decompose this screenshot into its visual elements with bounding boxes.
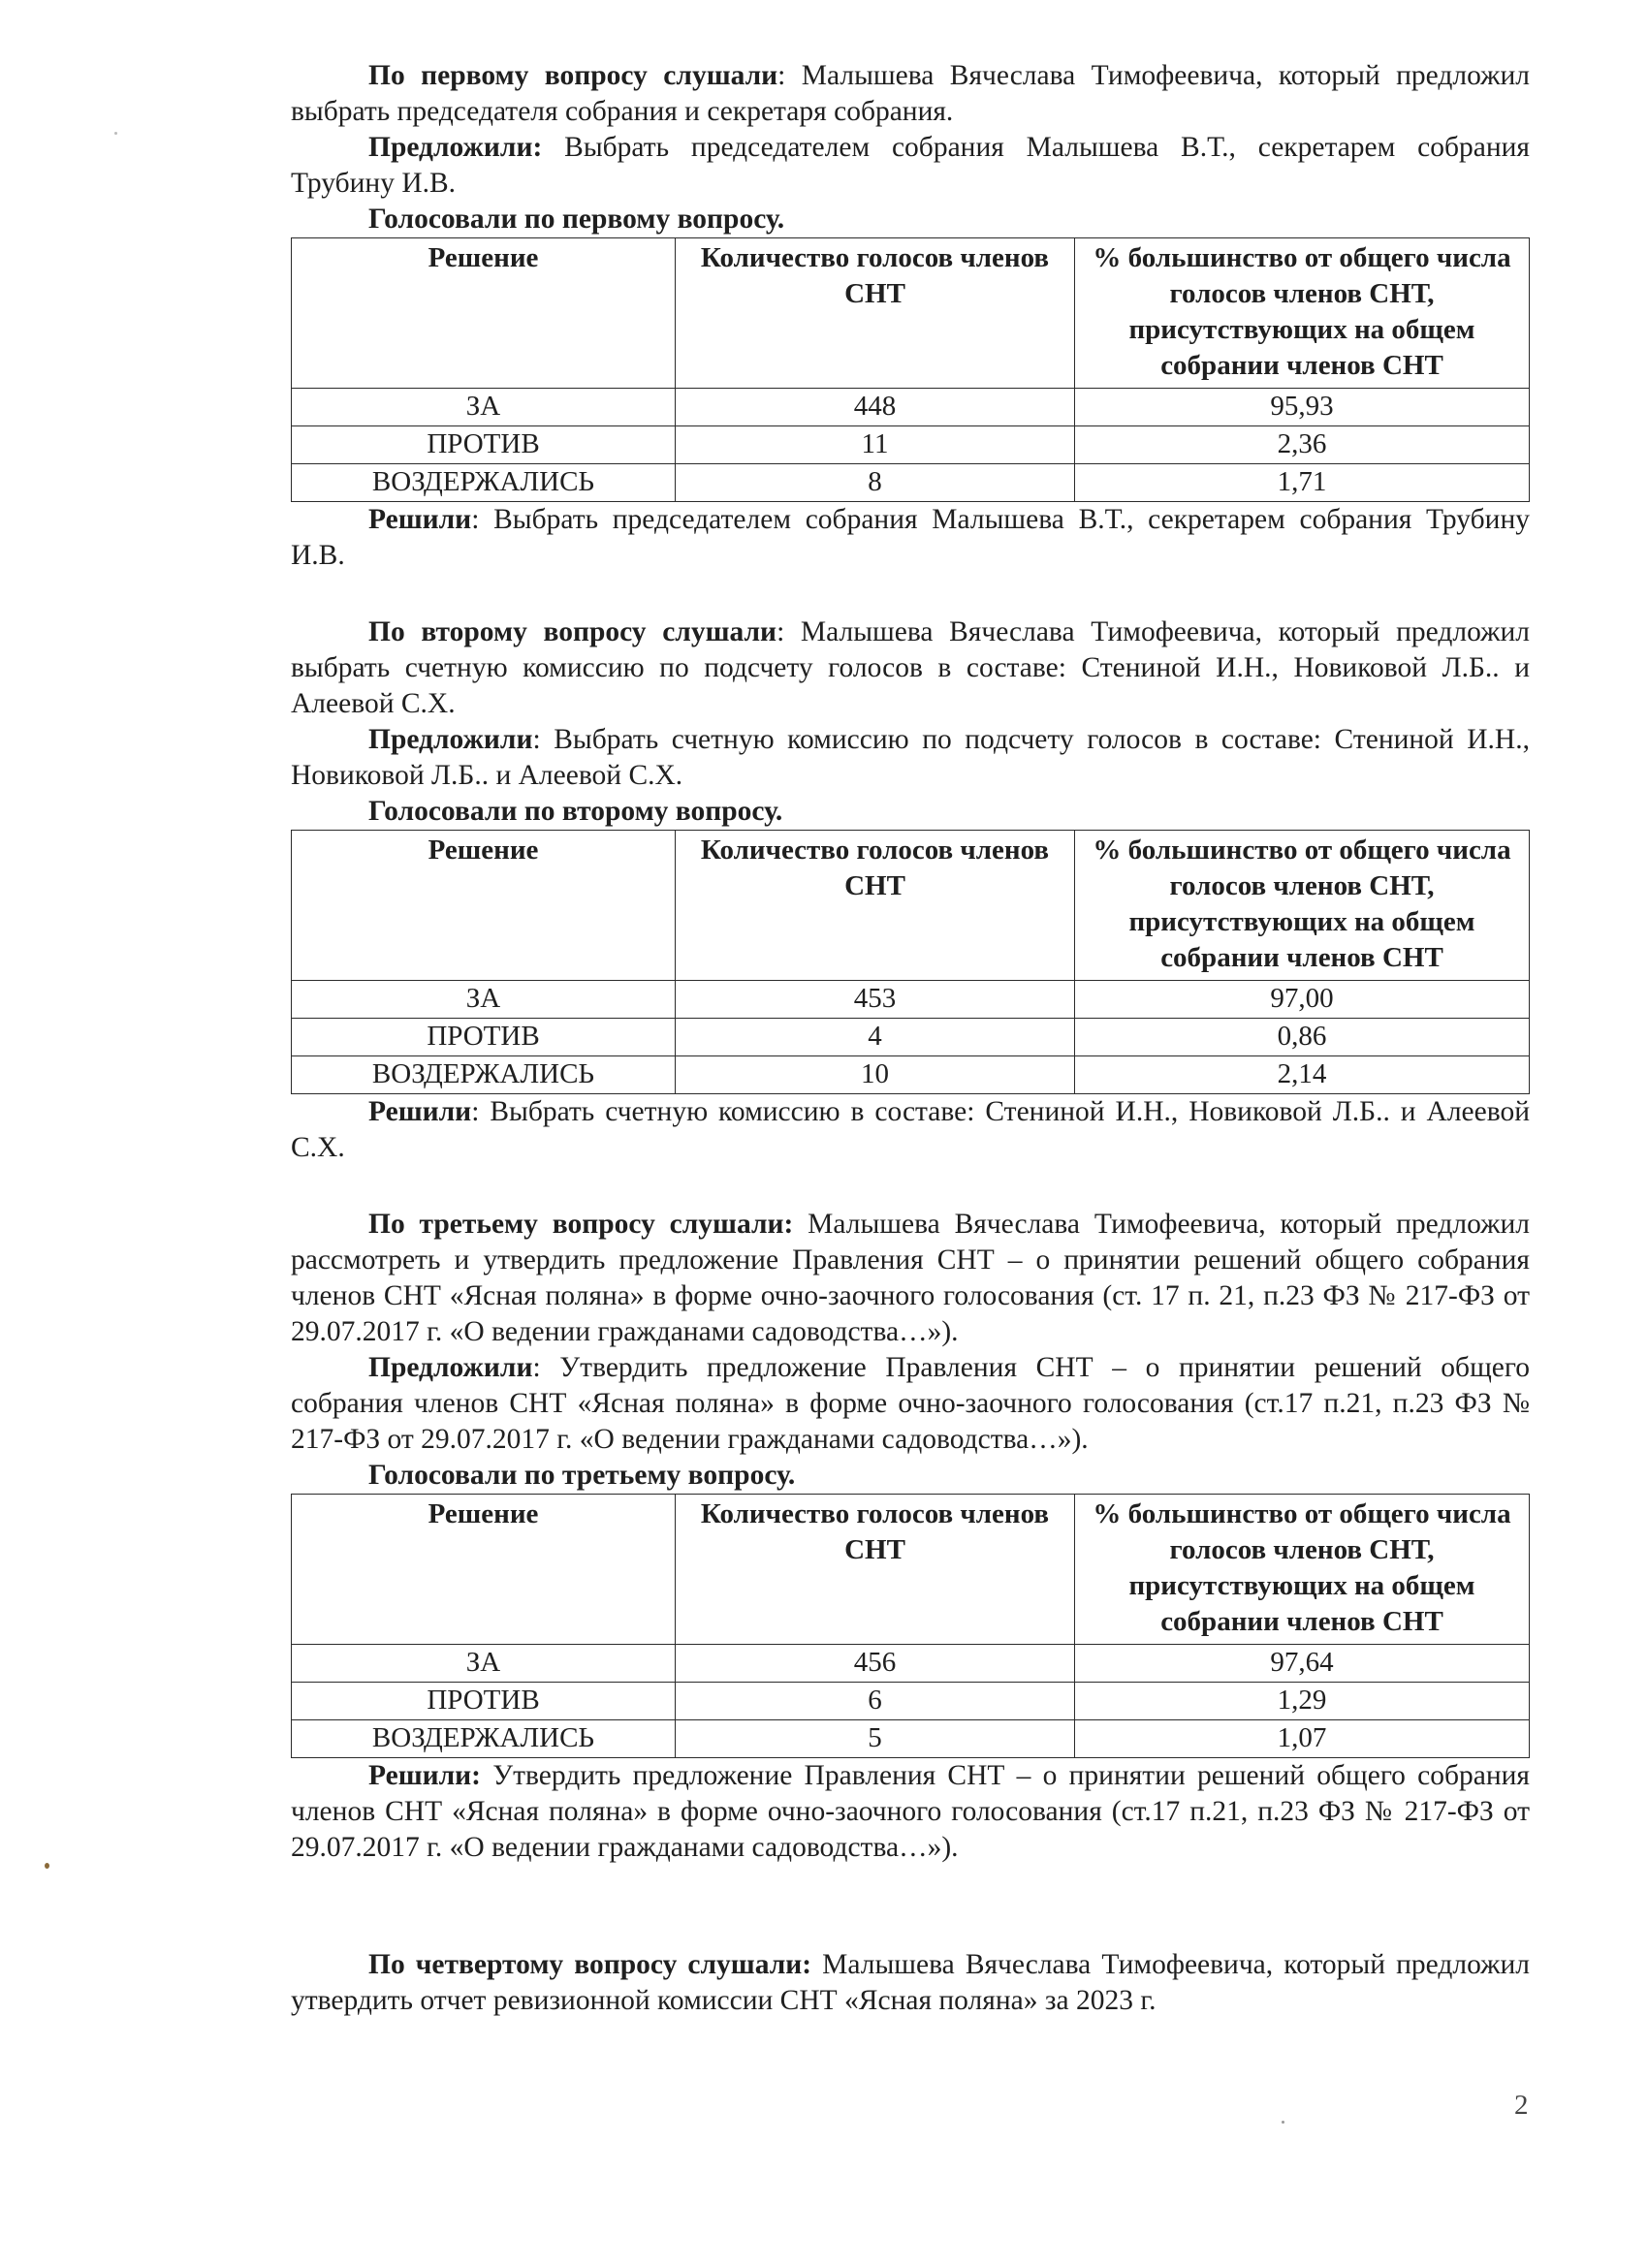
row-count: 10 <box>676 1056 1075 1094</box>
q3-proposed-paragraph <box>291 1350 1530 1458</box>
row-percent: 95,93 <box>1075 389 1530 426</box>
section-spacer <box>291 1866 1530 1947</box>
q2-proposed-text: : Выбрать счетную комиссию по подсчету голосов в составе: Стениной И.Н., Новиковой Л.Б.. и Алеевой С.Х. <box>291 724 1530 791</box>
row-label: ЗА <box>292 1645 676 1683</box>
q1-vote-table <box>291 237 1530 502</box>
row-count: 8 <box>676 464 1075 502</box>
table-header-percent: % большинство от общего числа голосов членов СНТ, присутствующих на общем собрании членов СНТ <box>1075 238 1530 389</box>
table-row <box>292 426 1530 464</box>
section-spacer <box>291 1166 1530 1207</box>
q2-proposed-paragraph <box>291 722 1530 794</box>
row-count: 453 <box>676 981 1075 1019</box>
q2-heard-paragraph <box>291 614 1530 722</box>
q1-voted-heading: Голосовали по первому вопросу. <box>368 204 785 235</box>
q4-heard-paragraph <box>291 1947 1530 2019</box>
q3-heard-paragraph <box>291 1207 1530 1350</box>
q2-decided-text: : Выбрать счетную комиссию в составе: Стениной И.Н., Новиковой Л.Б.. и Алеевой С.Х. <box>291 1096 1530 1163</box>
q4-heard-text: Малышева Вячеслава Тимофеевича, который предложил утвердить отчет ревизионной комиссии СНТ «Ясная поляна» за 2023 г. <box>291 1949 1530 2016</box>
row-label: ЗА <box>292 389 676 426</box>
row-count: 456 <box>676 1645 1075 1683</box>
table-header-decision: Решение <box>292 238 676 389</box>
q1-proposed-paragraph <box>291 130 1530 202</box>
document-page <box>291 58 1530 2019</box>
q2-decided-lead: Решили <box>368 1096 472 1127</box>
row-percent: 1,71 <box>1075 464 1530 502</box>
q3-decided-lead: Решили: <box>368 1760 481 1791</box>
row-count: 11 <box>676 426 1075 464</box>
scan-speck <box>114 132 117 135</box>
row-percent: 97,00 <box>1075 981 1530 1019</box>
row-percent: 1,29 <box>1075 1683 1530 1720</box>
q3-vote-table <box>291 1494 1530 1758</box>
q1-decided-paragraph <box>291 502 1530 574</box>
row-label: ВОЗДЕРЖАЛИСЬ <box>292 464 676 502</box>
table-header-percent: % большинство от общего числа голосов членов СНТ, присутствующих на общем собрании членов СНТ <box>1075 831 1530 981</box>
q1-heard-lead: По первому вопросу слушали <box>368 60 778 91</box>
q2-voted-heading: Голосовали по второму вопросу. <box>368 796 783 827</box>
q3-decided-text: Утвердить предложение Правления СНТ – о принятии решений общего собрания членов СНТ «Ясная поляна» в форме очно-заочного голосования (ст.17 п.21, п.23 ФЗ № 217-ФЗ от 29.07.2017 г. «О ведении гражданами садоводства…»). <box>291 1760 1530 1863</box>
row-label: ВОЗДЕРЖАЛИСЬ <box>292 1720 676 1758</box>
q3-table-header-row <box>292 1495 1530 1645</box>
q1-heard-paragraph <box>291 58 1530 130</box>
q3-proposed-lead: Предложили <box>368 1352 533 1383</box>
row-label: ВОЗДЕРЖАЛИСЬ <box>292 1056 676 1094</box>
table-row <box>292 1019 1530 1056</box>
row-label: ПРОТИВ <box>292 1683 676 1720</box>
row-percent: 2,14 <box>1075 1056 1530 1094</box>
q2-decided-paragraph <box>291 1094 1530 1166</box>
table-header-vote-count: Количество голосов членов СНТ <box>676 1495 1075 1645</box>
row-count: 448 <box>676 389 1075 426</box>
table-header-vote-count: Количество голосов членов СНТ <box>676 831 1075 981</box>
row-label: ПРОТИВ <box>292 1019 676 1056</box>
table-header-decision: Решение <box>292 1495 676 1645</box>
table-header-percent: % большинство от общего числа голосов членов СНТ, присутствующих на общем собрании членов СНТ <box>1075 1495 1530 1645</box>
q2-heard-text: : Малышева Вячеслава Тимофеевича, который предложил выбрать счетную комиссию по подсчету голосов в составе: Стениной И.Н., Новиковой Л.Б.. и Алеевой С.Х. <box>291 616 1530 719</box>
table-row <box>292 389 1530 426</box>
q3-heard-lead: По третьему вопросу слушали: <box>368 1209 794 1240</box>
row-label: ПРОТИВ <box>292 426 676 464</box>
table-header-decision: Решение <box>292 831 676 981</box>
q2-vote-table <box>291 830 1530 1094</box>
table-row <box>292 1720 1530 1758</box>
q3-voted-heading: Голосовали по третьему вопросу. <box>368 1460 796 1491</box>
q4-heard-lead: По четвертому вопросу слушали: <box>368 1949 812 1980</box>
table-row <box>292 1645 1530 1683</box>
q1-proposed-text: Выбрать председателем собрания Малышева В.Т., секретарем собрания Трубину И.В. <box>291 132 1530 199</box>
q3-heard-text: Малышева Вячеслава Тимофеевича, который предложил рассмотреть и утвердить предложение Правления СНТ – о принятии решений общего собрания членов СНТ «Ясная поляна» в форме очно-заочного голосования (ст. 17 п. 21, п.23 ФЗ № 217-ФЗ от 29.07.2017 г. «О ведении гражданами садоводства…»). <box>291 1209 1531 1347</box>
scan-speck <box>45 1863 49 1869</box>
row-count: 6 <box>676 1683 1075 1720</box>
scan-speck <box>1282 2121 1284 2124</box>
table-row <box>292 1683 1530 1720</box>
q1-table-header-row <box>292 238 1530 389</box>
row-count: 5 <box>676 1720 1075 1758</box>
table-header-vote-count: Количество голосов членов СНТ <box>676 238 1075 389</box>
q2-proposed-lead: Предложили <box>368 724 533 755</box>
row-count: 4 <box>676 1019 1075 1056</box>
row-percent: 2,36 <box>1075 426 1530 464</box>
section-spacer <box>291 574 1530 614</box>
q1-proposed-lead: Предложили: <box>368 132 543 163</box>
q3-decided-paragraph <box>291 1758 1530 1866</box>
q1-decided-lead: Решили <box>368 504 472 535</box>
q3-proposed-text: : Утвердить предложение Правления СНТ – о принятии решений общего собрания членов СНТ «Ясная поляна» в форме очно-заочного голосования (ст.17 п.21, п.23 ФЗ № 217-ФЗ от 29.07.2017 г. «О ведении гражданами садоводства…»). <box>291 1352 1530 1455</box>
table-row <box>292 464 1530 502</box>
q2-heard-lead: По второму вопросу слушали <box>368 616 777 647</box>
q1-heard-text: : Малышева Вячеслава Тимофеевича, который предложил выбрать председателя собрания и секретаря собрания. <box>291 60 1530 127</box>
table-row <box>292 981 1530 1019</box>
row-percent: 1,07 <box>1075 1720 1530 1758</box>
row-percent: 97,64 <box>1075 1645 1530 1683</box>
q2-table-header-row <box>292 831 1530 981</box>
page-number: 2 <box>1514 2090 1529 2121</box>
row-percent: 0,86 <box>1075 1019 1530 1056</box>
table-row <box>292 1056 1530 1094</box>
row-label: ЗА <box>292 981 676 1019</box>
q1-decided-text: : Выбрать председателем собрания Малышева В.Т., секретарем собрания Трубину И.В. <box>291 504 1530 571</box>
